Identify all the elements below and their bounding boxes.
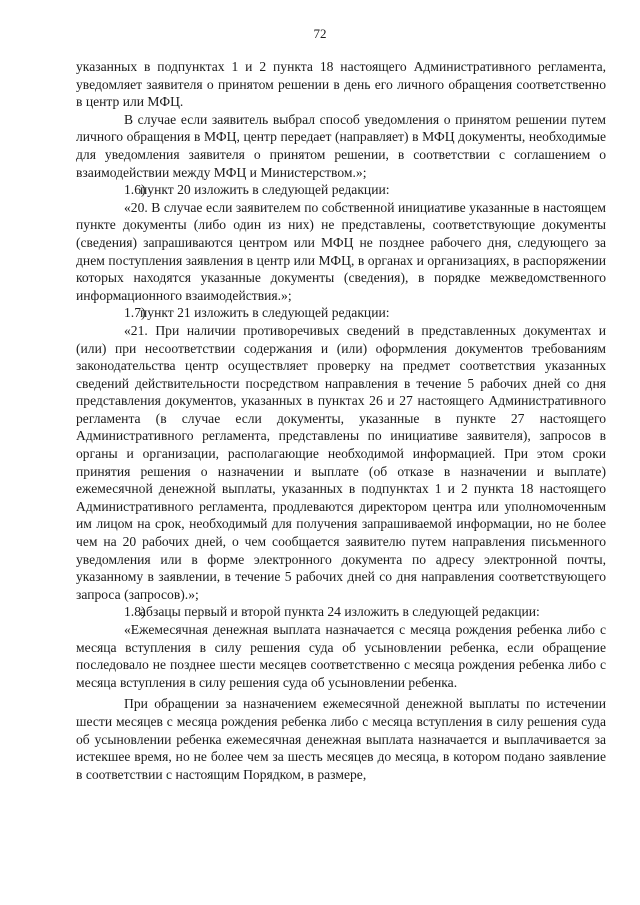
item-text: пункт 20 изложить в следующей редакции: [140,182,390,198]
paragraph-mfc-notification: В случае если заявитель выбрал способ уведомления о принятом решении путем личного обращения в МФЦ, центр передает (направляет) в МФЦ документы, необходимые для уведомления заявителя о принятом решении, в соответствии с соглашением о взаимодействии между МФЦ и Министерством.»; [76,111,606,180]
list-item-1-7 [76,304,606,322]
list-item-1-8 [76,603,606,621]
document-body [76,58,606,783]
paragraph-point-24-first: «Ежемесячная денежная выплата назначается с месяца рождения ребенка либо с месяца вступления в силу решения суда об усыновлении ребенка, если обращение последовало не позднее шести месяцев соответственно с месяца рождения ребенка либо с месяца вступления в силу решения суда об усыновлении ребенка. [76,622,606,690]
paragraph-point-21: «21. При наличии противоречивых сведений в представленных документах и (или) при несоответствии содержания и (или) оформления документов требованиям законодательства центр осуществляет проверку на предмет соответствия указанных сведений действительности посредством направления в течение 5 рабочих дней со дня представления документов, указанных в пунктах 26 и 27 настоящего Административного регламента (в случае если документы, указанные в пункте 27 настоящего Административного регламента, представлены по инициативе заявителя), запросов в органы и организации, располагающие необходимой информацией. При этом сроки принятия решения о назначении и выплате (об отказе в назначении и выплате) ежемесячной денежной выплаты, указанных в подпунктах 1 и 2 пункта 18 настоящего Административного регламента, продлеваются директором центра или уполномоченным им лицом на срок, необходимый для получения запрашиваемой информации, но не более чем на 20 рабочих дней, о чем сообщается заявителю путем направления письменного уведомления или в форме электронного документа по адресу электронной почты, указанному в заявлении, в течение 5 рабочих дней со дня направления соответствующего запроса (запросов).»; [76,322,606,602]
item-number: 1.7) [124,305,146,321]
item-number: 1.8) [124,604,146,620]
item-text: абзацы первый и второй пункта 24 изложить в следующей редакции: [140,604,540,620]
item-text: пункт 21 изложить в следующей редакции: [140,305,390,321]
paragraph-continuation: указанных в подпунктах 1 и 2 пункта 18 настоящего Административного регламента, уведомляет заявителя о принятом решении в день его личного обращения соответственно в центр или МФЦ. [76,59,606,110]
paragraph-point-20: «20. В случае если заявителем по собственной инициативе указанные в настоящем пункте документы (либо один из них) не представлены, соответствующие документы (сведения) запрашиваются центром или МФЦ не позднее рабочего дня, следующего за днем поступления заявления в центр или МФЦ, в органах и организациях, в распоряжении которых находятся указанные документы (сведения), в порядке межведомственного информационного взаимодействия.»; [76,199,606,303]
item-number: 1.6) [124,182,146,198]
list-item-1-6 [76,181,606,199]
page-number: 72 [313,26,327,41]
paragraph-point-24-second: При обращении за назначением ежемесячной денежной выплаты по истечении шести месяцев с месяца рождения ребенка либо с месяца вступления в силу решения суда об усыновлении ребенка ежемесячная денежная выплата назначается и выплачивается за истекшее время, но не более чем за шесть месяцев до месяца, в котором подано заявление в соответствии с настоящим Порядком, в размере, [76,696,606,782]
